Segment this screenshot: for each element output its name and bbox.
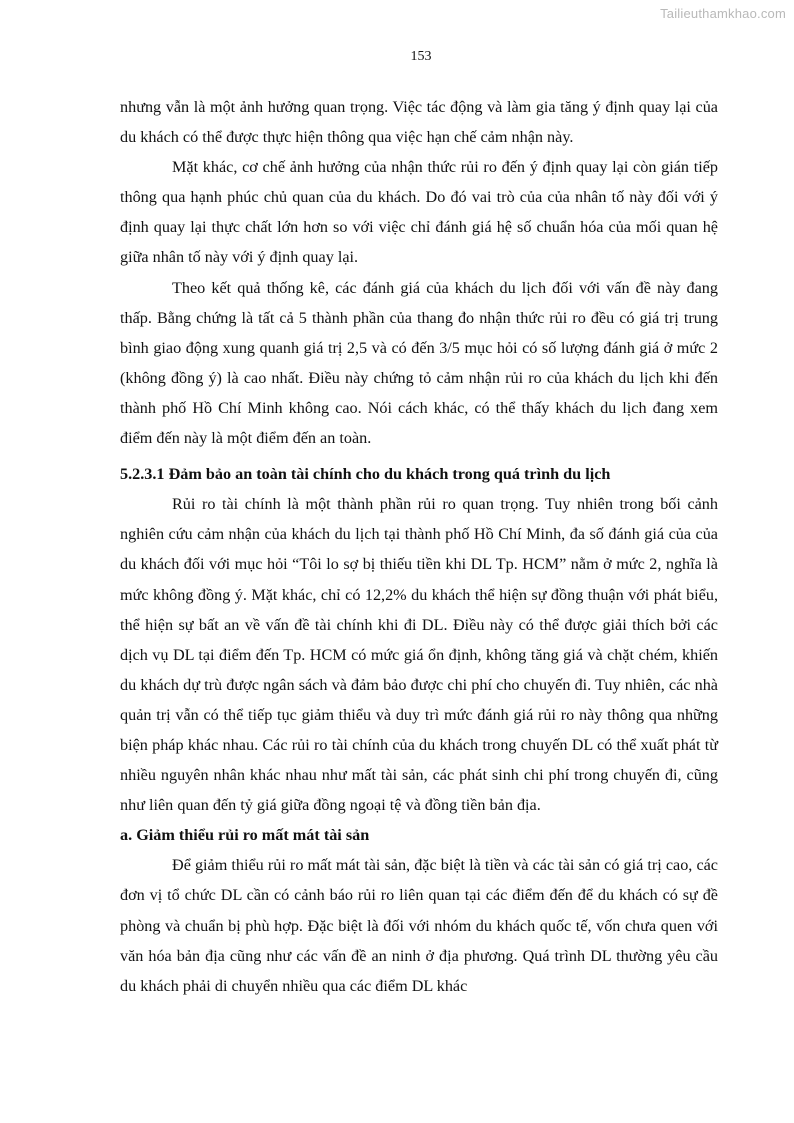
section-heading: 5.2.3.1 Đảm bảo an toàn tài chính cho du khách trong quá trình du lịch	[120, 465, 611, 484]
paragraph: Để giảm thiểu rủi ro mất mát tài sản, đặc biệt là tiền và các tài sản có giá trị cao, các đơn vị tổ chức DL cần có cảnh báo rủi ro liên quan tại các điểm đến để du khách có sự đề phòng và chuẩn bị phù hợp. Đặc biệt là đối với nhóm du khách quốc tế, vốn chưa quen với văn hóa bản địa cũng như các vấn đề an ninh ở địa phương. Quá trình DL thường yêu cầu du khách phải di chuyển nhiều qua các điểm DL khác	[120, 856, 718, 995]
watermark: Tailieuthamkhao.com	[660, 6, 786, 21]
paragraph: Theo kết quả thống kê, các đánh giá của khách du lịch đối với vấn đề này đang thấp. Bằng chứng là tất cả 5 thành phần của thang đo nhận thức rủi ro đều có giá trị trung bình giao động xung quanh giá trị 2,5 và có đến 3/5 mục hỏi có số lượng đánh giá ở mức 2 (không đồng ý) là cao nhất. Điều này chứng tỏ cảm nhận rủi ro của khách du lịch khi đến thành phố Hồ Chí Minh không cao. Nói cách khác, có thể thấy khách du lịch đang xem điểm đến này là một điểm đến an toàn.	[120, 278, 718, 448]
paragraph: Rủi ro tài chính là một thành phần rủi ro quan trọng. Tuy nhiên trong bối cảnh nghiên cứu cảm nhận của khách du lịch tại thành phố Hồ Chí Minh, đa số đánh giá của của du khách đối với mục hỏi “Tôi lo sợ bị thiếu tiền khi DL Tp. HCM” nằm ở mức 2, nghĩa là mức không đồng ý. Mặt khác, chỉ có 12,2% du khách thể hiện sự đồng thuận với phát biểu, thể hiện sự bất an về vấn đề tài chính khi đi DL. Điều này có thể được giải thích bởi các dịch vụ DL tại điểm đến Tp. HCM có mức giá ổn định, không tăng giá và chặt chém, khiến du khách dự trù được ngân sách và đảm bảo được chi phí cho chuyến đi. Tuy nhiên, các nhà quản trị vẫn có thể tiếp tục giảm thiểu và duy trì mức đánh giá rủi ro này thông qua những biện pháp khác nhau. Các rủi ro tài chính của du khách trong chuyến DL có thể xuất phát từ nhiều nguyên nhân khác nhau như mất tài sản, các phát sinh chi phí trong chuyến đi, cũng như liên quan đến tỷ giá giữa đồng ngoại tệ và đồng tiền bản địa.	[120, 495, 718, 815]
page-number: 153	[410, 49, 432, 64]
document-body	[120, 92, 718, 1001]
paragraph-continuation: nhưng vẫn là một ảnh hưởng quan trọng. Việc tác động và làm gia tăng ý định quay lại của du khách có thể được thực hiện thông qua việc hạn chế cảm nhận này.	[120, 98, 718, 147]
subsection-heading: a. Giảm thiểu rủi ro mất mát tài sản	[120, 826, 370, 845]
paragraph: Mặt khác, cơ chế ảnh hưởng của nhận thức rủi ro đến ý định quay lại còn gián tiếp thông qua hạnh phúc chủ quan của du khách. Do đó vai trò của của nhân tố này đối với ý định quay lại thực chất lớn hơn so với việc chỉ đánh giá hệ số chuẩn hóa của mối quan hệ giữa nhân tố này với ý định quay lại.	[120, 158, 718, 267]
